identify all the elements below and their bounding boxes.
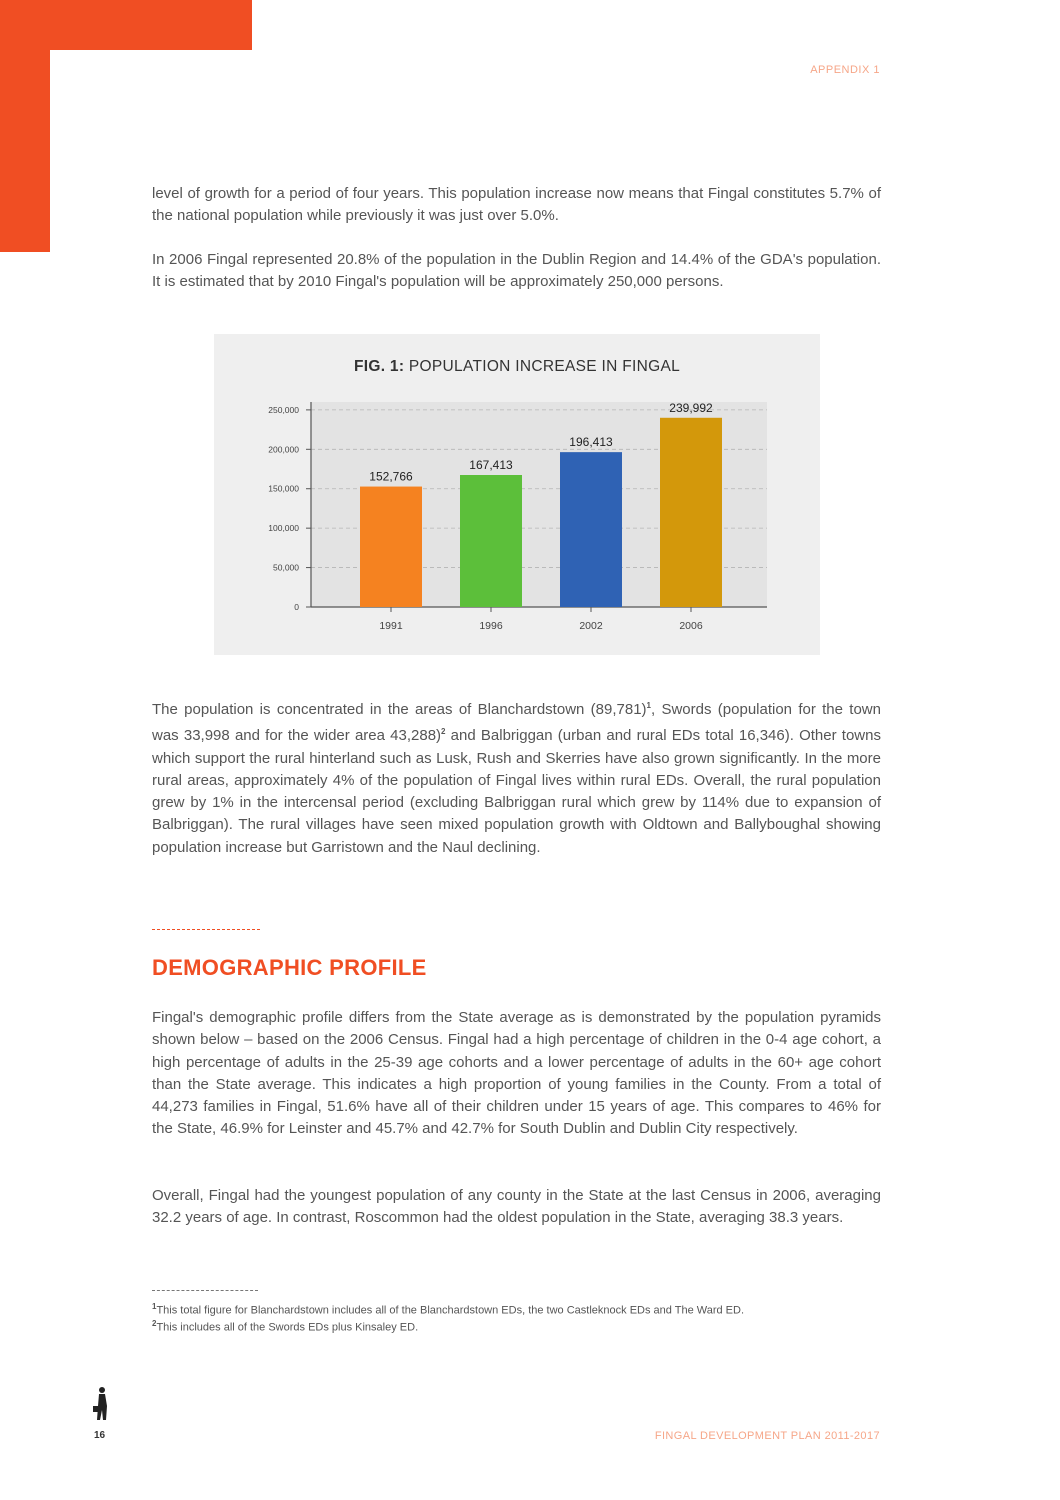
footnote-text: This includes all of the Swords EDs plus Kinsaley ED. [156,1321,419,1334]
paragraph-demographic: Fingal's demographic profile differs from the State average as is demonstrated by the population pyramids shown below – based on the 2006 Census. Fingal had a high percentage of children in the 0-4 age cohort, a high percentage of adults in the 25-39 age cohorts and a lower percentage of adults in the 60+ age cohort than the State average. This indicates a high proportion of young families in the County. From a total of 44,273 families in Fingal, 51.6% have all of their children under 15 years of age. This compares to 46% for the State, 46.9% for Leinster and 45.7% and 42.7% for South Dublin and Dublin City respectively. [152,1009,881,1138]
section-divider [152,929,260,930]
bar-value-label: 167,413 [469,458,513,473]
y-tick-label: 250,000 [268,404,299,415]
footnote-mark-2: 2 [152,1319,157,1328]
x-tick-label: 2006 [679,620,703,632]
running-head: APPENDIX 1 [810,64,880,76]
population-chart [214,334,820,655]
y-tick-label: 0 [294,602,299,612]
page-number: 16 [94,1430,106,1441]
running-foot: FINGAL DEVELOPMENT PLAN 2011-2017 [654,1430,880,1442]
footnote-ref-1: 1 [646,701,651,710]
corner-accent-left [0,0,50,252]
footnote-mark-1: 1 [152,1302,157,1311]
y-tick-label: 200,000 [268,444,299,455]
paragraph-text: , Swords (population for the town was 33,998 and for the wider area 43,288) [152,701,881,745]
footnote-1 [152,1302,744,1317]
figure-caption: POPULATION INCREASE IN FINGAL [408,358,681,375]
bar [460,475,522,607]
paragraph-growth: level of growth for a period of four years. This population increase now means that Fingal constitutes 5.7% of the national population while previously it was just over 5.0%. [152,185,881,225]
section-heading: DEMOGRAPHIC PROFILE [152,955,427,980]
paragraph-text: The population is concentrated in the areas of Blanchardstown (89,781) [152,701,647,718]
x-tick-label: 2002 [579,620,603,632]
bar [560,452,622,607]
footnote-ref-2: 2 [441,727,446,737]
figure-label: FIG. 1: [353,358,405,375]
footnote-text: This total figure for Blanchardstown includes all of the Blanchardstown EDs, the two Castleknock EDs and The Ward ED. [156,1304,745,1317]
bar-value-label: 239,992 [669,400,713,415]
bar-value-label: 152,766 [369,469,413,484]
chart-canvas [214,334,820,655]
paragraph-youngest: Overall, Fingal had the youngest population of any county in the State at the last Census in 2006, averaging 32.2 years of age. In contrast, Roscommon had the oldest population in the State, averaging 38.3 years. [152,1187,881,1227]
footnote-divider [152,1290,258,1291]
y-tick-label: 100,000 [268,523,299,534]
bar [660,418,722,607]
footnote-2 [152,1319,418,1334]
paragraph-text: and Balbriggan (urban and rural EDs total 16,346). Other towns which support the rural hinterland such as Lusk, Rush and Skerries have also grown significantly. In the more rural areas, approximately 4% of the population of Fingal lives within rural EDs. Overall, the rural population grew by 1% in the intercensal period (excluding Balbriggan rural which grew by 114% due to expansion of Balbriggan). The rural villages have seen mixed population growth with Oldtown and Ballyboughal showing population increase but Garristown and the Naul declining. [152,727,881,856]
bar-value-label: 196,413 [569,435,613,450]
paragraph-concentration [152,695,881,859]
x-tick-label: 1996 [479,620,503,632]
y-tick-label: 150,000 [268,483,299,494]
paragraph-2006-share: In 2006 Fingal represented 20.8% of the population in the Dublin Region and 14.4% of the GDA's population. It is estimated that by 2010 Fingal's population will be approximately 250,000 persons. [152,251,881,291]
y-tick-label: 50,000 [273,562,299,573]
x-tick-label: 1991 [379,620,403,632]
bar [360,487,422,607]
walking-figure-icon [90,1386,112,1422]
